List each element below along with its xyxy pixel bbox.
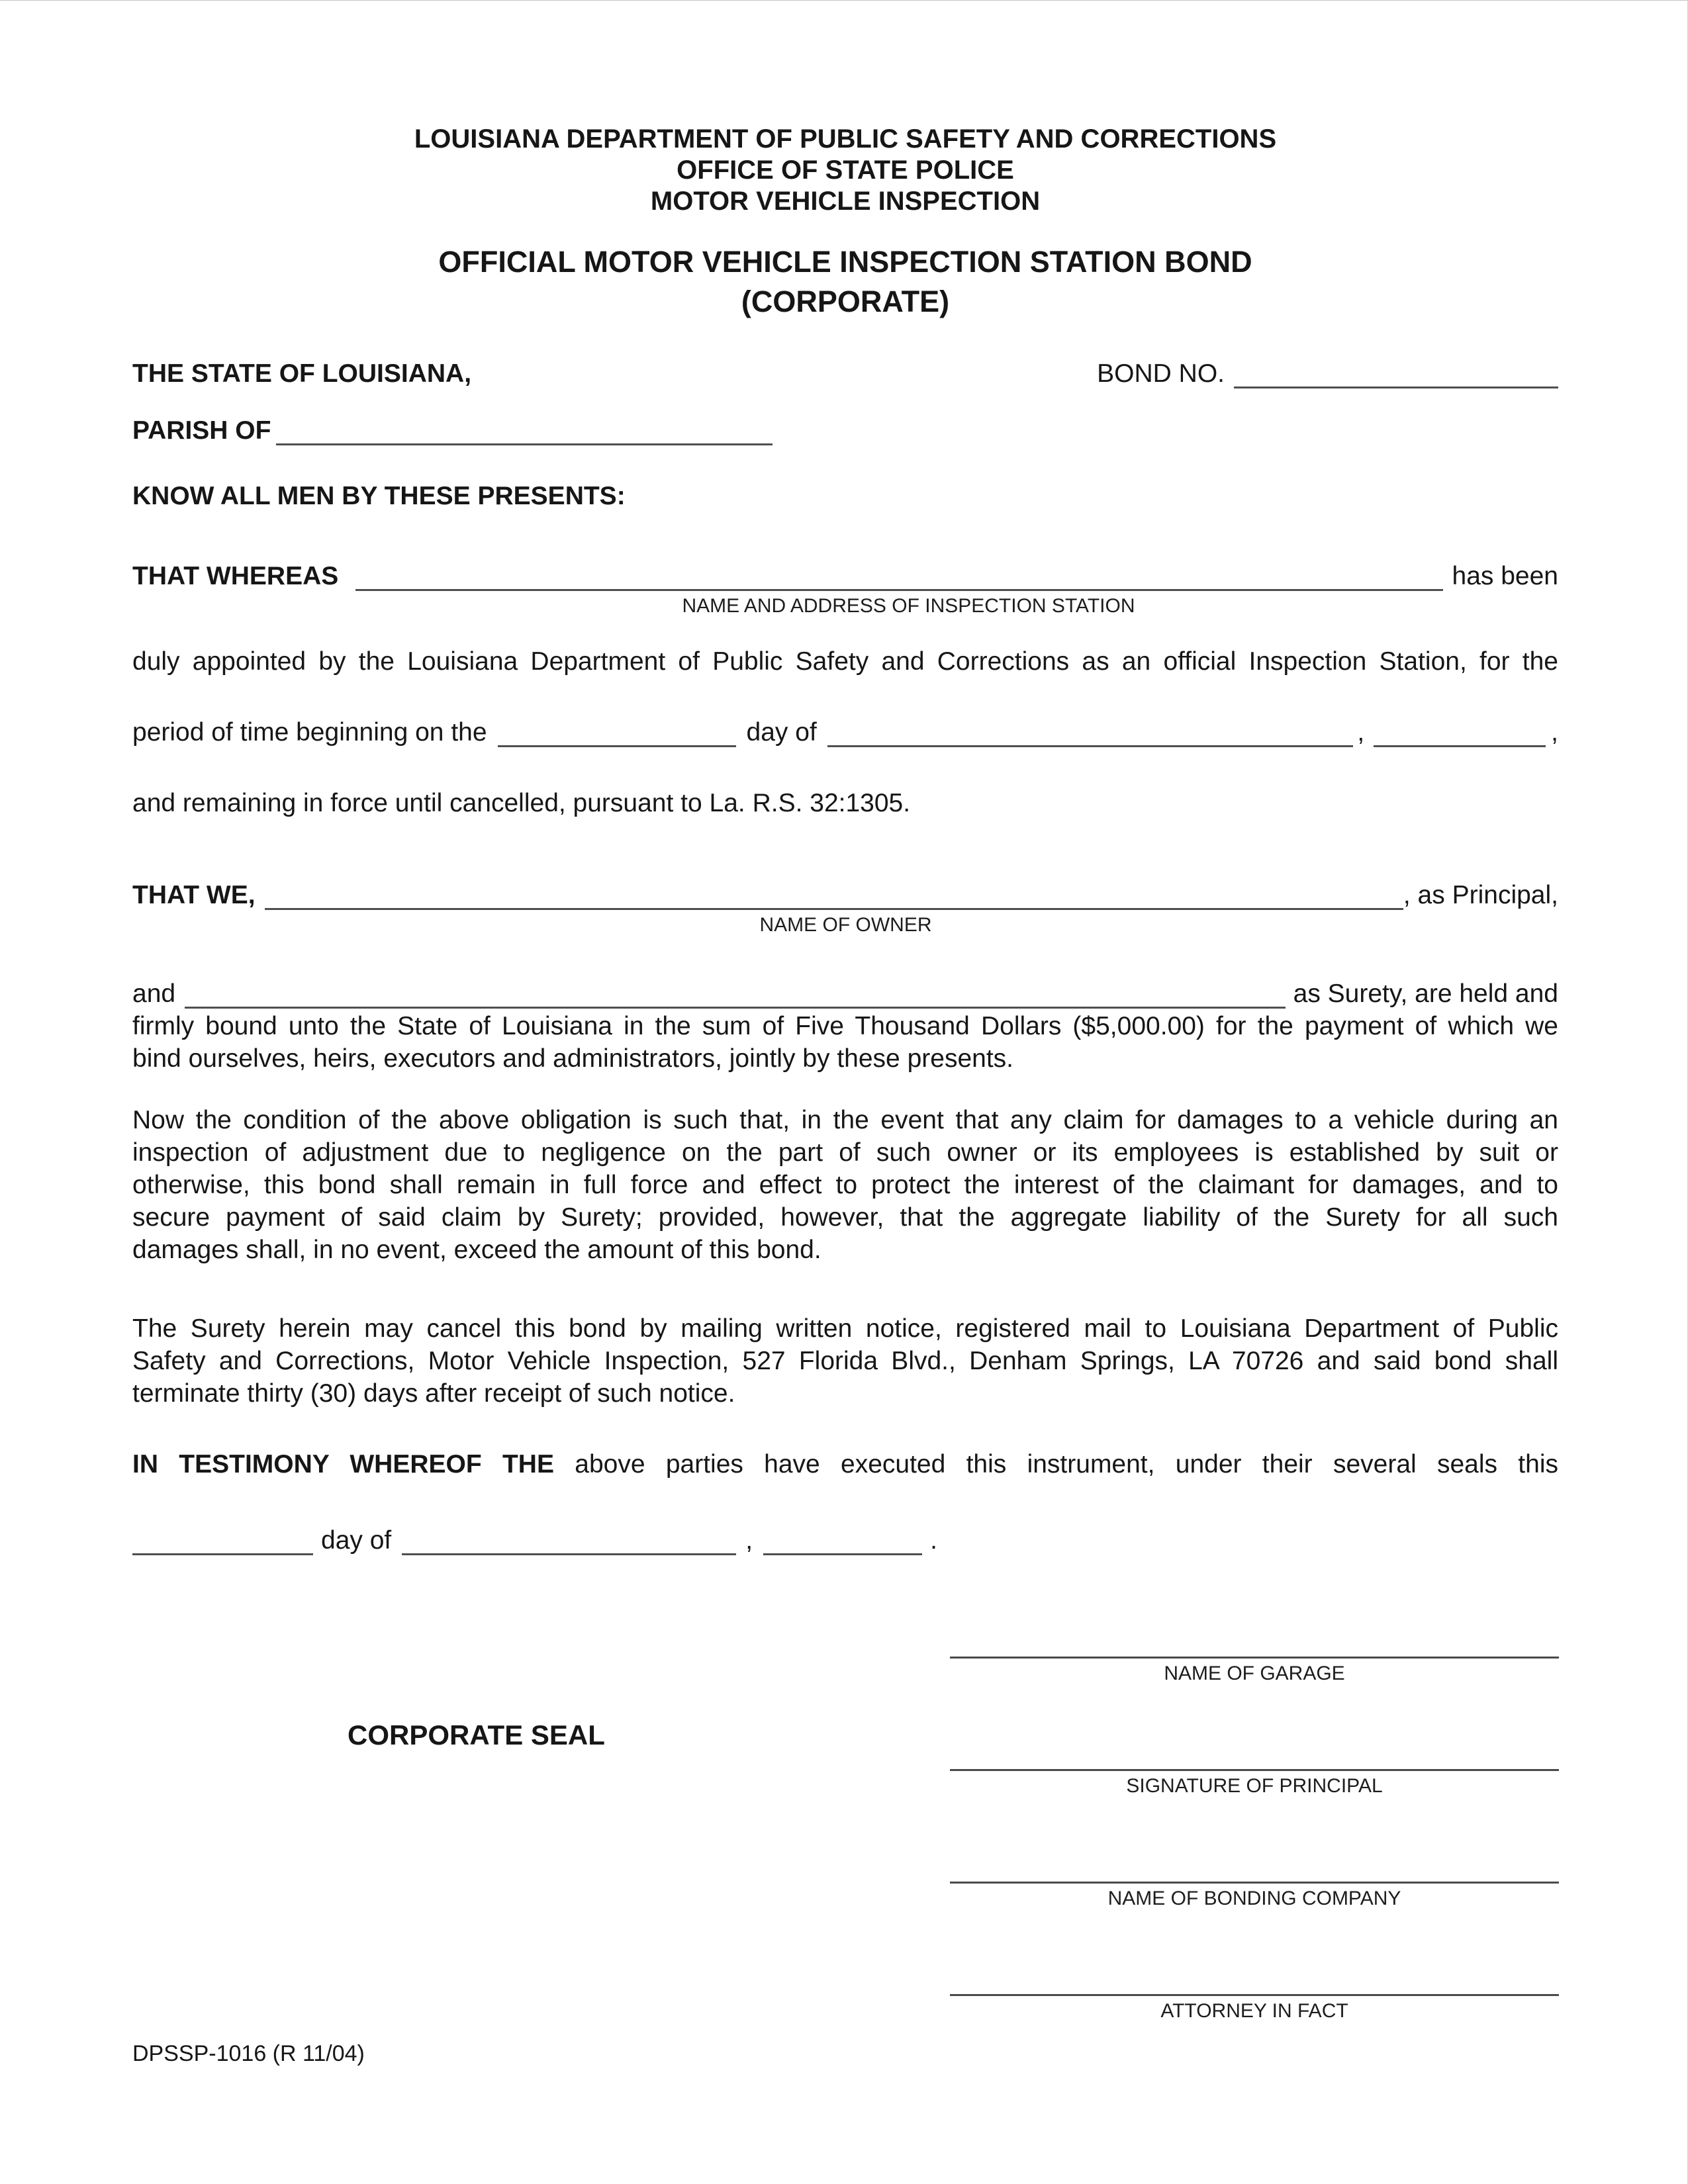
testimony-lead-rest: above parties have executed this instrument, under their several seals this (575, 1450, 1558, 1479)
inspection-station-caption: NAME AND ADDRESS OF INSPECTION STATION (682, 595, 1135, 617)
paragraph-line: terminate thirty (30) days after receipt of such notice. (132, 1379, 735, 1408)
state-label: THE STATE OF LOUISIANA, (132, 359, 472, 388)
period-row (132, 716, 1558, 749)
know-all-heading: KNOW ALL MEN BY THESE PRESENTS: (132, 482, 626, 510)
parish-label: PARISH OF (132, 416, 271, 445)
surety-field[interactable] (185, 1007, 1286, 1009)
surety-row (132, 978, 1558, 1010)
testimony-lead-bold: IN TESTIMONY WHEREOF THE (132, 1450, 554, 1479)
garage-field[interactable] (950, 1627, 1559, 1659)
comma-separator: , (1551, 718, 1558, 747)
document-subtitle: (CORPORATE) (741, 285, 950, 318)
exec-day-field[interactable] (132, 1553, 313, 1555)
paragraph-line: otherwise, this bond shall remain in full force and effect to protect the interest of the claimant for damages, and to (132, 1171, 1558, 1199)
remaining-line: and remaining in force until cancelled, pursuant to La. R.S. 32:1305. (132, 789, 911, 817)
execution-date-row (132, 1524, 1558, 1557)
day-of-text: day of (746, 718, 817, 747)
bonding-company-unit (950, 1852, 1559, 1910)
principal-signature-caption: SIGNATURE OF PRINCIPAL (1126, 1775, 1383, 1797)
period-separator: . (930, 1526, 937, 1555)
principal-signature-unit (950, 1739, 1559, 1797)
owner-caption: NAME OF OWNER (759, 914, 932, 936)
whereas-row (132, 560, 1558, 592)
as-surety-text: as Surety, are held and (1293, 979, 1558, 1008)
testimony-line (132, 1448, 1558, 1480)
bond-no-label: BOND NO. (1097, 359, 1225, 388)
bond-no-field[interactable] (1234, 387, 1558, 388)
bonding-company-field[interactable] (950, 1852, 1559, 1884)
has-been-text: has been (1452, 562, 1558, 590)
agency-name-line: LOUISIANA DEPARTMENT OF PUBLIC SAFETY AND CORRECTIONS (414, 124, 1277, 154)
begin-month-field[interactable] (827, 745, 1354, 747)
document-title: OFFICIAL MOTOR VEHICLE INSPECTION STATION BOND (438, 245, 1252, 279)
signature-block (950, 1627, 1559, 2077)
principal-row (132, 879, 1558, 911)
attorney-unit (950, 1964, 1559, 2023)
comma-separator: , (745, 1526, 753, 1555)
attorney-caption: ATTORNEY IN FACT (1160, 2000, 1348, 2022)
office-line: OFFICE OF STATE POLICE (677, 156, 1014, 185)
state-bond-row (132, 357, 1558, 390)
garage-signature-unit (950, 1627, 1559, 1685)
day-of-text: day of (321, 1526, 392, 1555)
division-line: MOTOR VEHICLE INSPECTION (650, 187, 1041, 216)
form-number: DPSSP-1016 (R 11/04) (132, 2041, 365, 2066)
that-whereas-label: THAT WHEREAS (132, 562, 339, 590)
paragraph-line: secure payment of said claim by Surety; provided, however, that the aggregate liability of the Surety for all such (132, 1203, 1558, 1232)
comma-separator: , (1357, 718, 1365, 747)
begin-year-field[interactable] (1374, 745, 1546, 747)
appointed-line: duly appointed by the Louisiana Department of Public Safety and Corrections as an official Inspection Station, for the (132, 647, 1558, 676)
that-we-label: THAT WE, (132, 881, 256, 909)
paragraph-line: damages shall, in no event, exceed the amount of this bond. (132, 1236, 821, 1264)
title-block (132, 242, 1558, 322)
attorney-field[interactable] (950, 1964, 1559, 1996)
begin-day-field[interactable] (498, 745, 736, 747)
cancellation-paragraph (132, 1312, 1558, 1410)
bound-paragraph-line: bind ourselves, heirs, executors and administrators, jointly by these presents. (132, 1044, 1013, 1073)
bond-no-group (1097, 357, 1558, 390)
paragraph-line: inspection of adjustment due to negligence on the part of such owner or its employees is established by suit or (132, 1138, 1558, 1167)
and-text: and (132, 979, 176, 1008)
exec-year-field[interactable] (763, 1553, 922, 1555)
paragraph-line: The Surety herein may cancel this bond by mailing written notice, registered mail to Louisiana Department of Public (132, 1314, 1558, 1343)
parish-row (132, 414, 1558, 447)
corporate-seal-label: CORPORATE SEAL (348, 1719, 605, 1751)
owner-field[interactable] (265, 908, 1403, 910)
paragraph-line: Now the condition of the above obligation is such that, in the event that any claim for damages to a vehicle during an (132, 1106, 1558, 1134)
garage-caption: NAME OF GARAGE (1164, 1662, 1345, 1684)
bound-paragraph-line: firmly bound unto the State of Louisiana in the sum of Five Thousand Dollars ($5,000.00) for the payment of which we (132, 1012, 1558, 1040)
paragraph-line: Safety and Corrections, Motor Vehicle Inspection, 527 Florida Blvd., Denham Springs, LA 70726 and said bond shall (132, 1347, 1558, 1375)
inspection-station-field[interactable] (355, 589, 1442, 591)
condition-paragraph (132, 1104, 1558, 1266)
exec-month-field[interactable] (402, 1553, 736, 1555)
period-prefix-text: period of time beginning on the (132, 718, 487, 747)
bonding-company-caption: NAME OF BONDING COMPANY (1107, 1888, 1401, 1909)
parish-field[interactable] (276, 443, 773, 445)
principal-signature-field[interactable] (950, 1739, 1559, 1771)
as-principal-text: , as Principal, (1403, 881, 1558, 909)
